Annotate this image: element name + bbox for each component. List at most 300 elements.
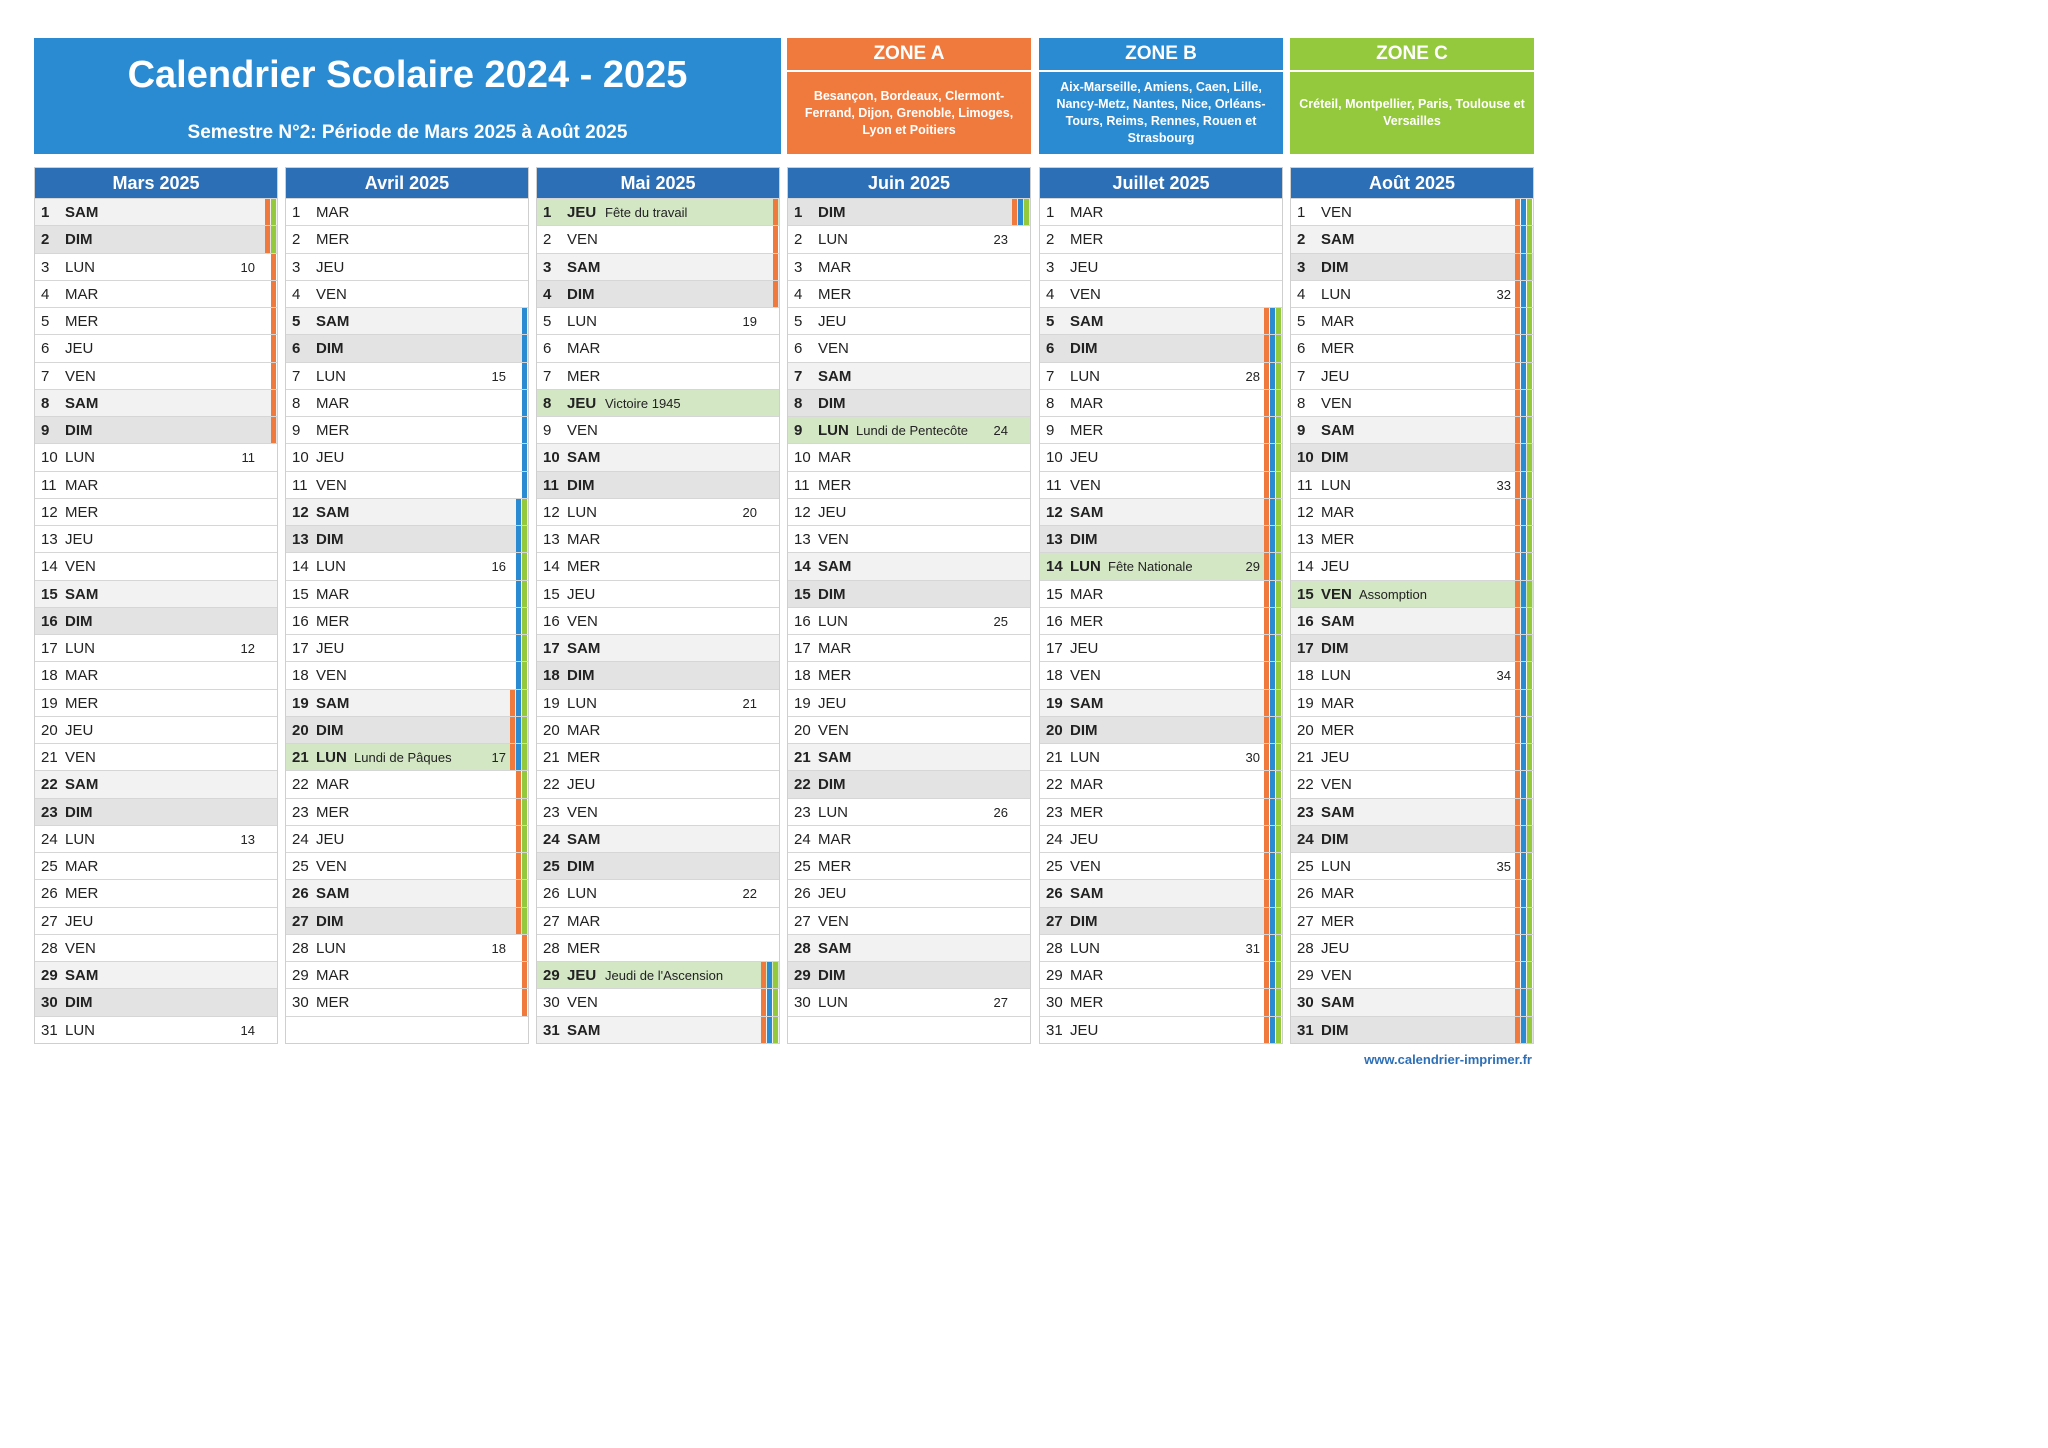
day-number: 26 [794, 885, 811, 903]
day-number: 5 [543, 313, 552, 330]
day-name: LUN [567, 885, 598, 903]
month-header: Août 2025 [1291, 168, 1533, 198]
day-number: 6 [1297, 340, 1306, 358]
zone-a-vacation-bar [1515, 581, 1520, 607]
day-name: LUN [567, 313, 598, 330]
day-number: 1 [41, 204, 50, 221]
day-row [35, 253, 277, 280]
day-name: VEN [65, 558, 96, 576]
day-row [537, 988, 779, 1015]
day-number: 15 [1297, 585, 1314, 603]
week-number: 11 [241, 450, 255, 466]
day-number: 27 [1046, 912, 1063, 930]
day-row [1291, 552, 1533, 579]
day-row [537, 1016, 779, 1043]
day-number: 11 [794, 476, 810, 494]
zone-a-vacation-bar [522, 935, 527, 961]
day-name: VEN [65, 749, 96, 766]
day-number: 5 [292, 313, 301, 330]
day-number: 17 [1046, 640, 1063, 657]
day-row [537, 498, 779, 525]
zone-c-vacation-bar [1276, 771, 1281, 797]
day-row [1291, 825, 1533, 852]
zone-b-vacation-bar [1521, 717, 1526, 743]
week-number: 21 [742, 695, 757, 711]
zone-c-vacation-bar [1527, 226, 1532, 252]
day-number: 9 [794, 422, 803, 439]
week-number: 23 [993, 232, 1008, 248]
day-number: 14 [1046, 558, 1063, 576]
vacation-bars [522, 472, 527, 498]
zone-a-vacation-bar [1515, 499, 1520, 525]
zone-c-vacation-bar [522, 608, 527, 634]
day-number: 30 [1297, 994, 1314, 1012]
zone-c-vacation-bar [1527, 744, 1532, 770]
day-row [788, 552, 1030, 579]
zone-c-vacation-bar [1527, 499, 1532, 525]
day-row [788, 334, 1030, 361]
zone-b-vacation-bar [1270, 581, 1275, 607]
day-number: 3 [1297, 258, 1306, 276]
holiday-label: Victoire 1945 [605, 395, 681, 411]
day-number: 30 [292, 994, 309, 1012]
day-number: 5 [794, 313, 803, 330]
zone-b-vacation-bar [1521, 635, 1526, 661]
day-name: SAM [316, 694, 350, 712]
day-row [286, 443, 528, 470]
day-number: 21 [41, 749, 58, 766]
day-number: 18 [41, 667, 58, 685]
day-row [1040, 1016, 1282, 1043]
day-name: JEU [316, 640, 345, 657]
zone-b-vacation-bar [1270, 771, 1275, 797]
day-name: VEN [1070, 667, 1101, 685]
day-name: MER [818, 476, 852, 494]
zone-b-vacation-bar [1521, 662, 1526, 688]
day-row [1291, 198, 1533, 225]
zone-a-vacation-bar [773, 281, 778, 307]
day-number: 21 [794, 749, 811, 766]
zone-b-vacation-bar [1521, 908, 1526, 934]
day-row [35, 689, 277, 716]
zone-b-vacation-bar [1270, 935, 1275, 961]
day-row [788, 634, 1030, 661]
day-row [1040, 225, 1282, 252]
day-number: 13 [543, 531, 560, 548]
day-number: 11 [1046, 476, 1062, 494]
vacation-bars [1515, 826, 1532, 852]
day-name: MAR [316, 204, 350, 221]
vacation-bars [1515, 390, 1532, 416]
zone-b-cities: Aix-Marseille, Amiens, Caen, Lille, Nancy-Metz, Nantes, Nice, Orléans-Tours, Reims, Rennes, Rouen et Strasbourg [1056, 80, 1266, 145]
day-name: LUN [1070, 367, 1101, 385]
zone-b-vacation-bar [1521, 444, 1526, 470]
month-column [34, 167, 278, 1044]
day-row [1040, 879, 1282, 906]
day-row [1040, 280, 1282, 307]
zone-b-vacation-bar [522, 363, 527, 389]
vacation-bars [265, 199, 276, 225]
day-row [286, 552, 528, 579]
day-name: JEU [567, 394, 597, 412]
vacation-bars [1264, 635, 1281, 661]
day-number: 30 [543, 994, 560, 1012]
day-row [1040, 552, 1282, 579]
day-name: JEU [567, 204, 597, 221]
day-row [537, 389, 779, 416]
vacation-bars [1264, 499, 1281, 525]
vacation-bars [516, 853, 527, 879]
day-name: MAR [65, 476, 99, 494]
day-number: 27 [41, 912, 58, 930]
zone-b-vacation-bar [1521, 962, 1526, 988]
day-row [1040, 389, 1282, 416]
zone-a-vacation-bar [516, 771, 521, 797]
zone-c-vacation-bar [1527, 826, 1532, 852]
day-name: MER [1070, 612, 1104, 630]
day-number: 4 [41, 285, 50, 303]
day-name: SAM [1070, 503, 1104, 521]
zone-a-vacation-bar [1264, 962, 1269, 988]
day-name: DIM [1070, 721, 1098, 739]
day-number: 17 [794, 640, 811, 657]
zone-b-vacation-bar [1270, 635, 1275, 661]
day-row [35, 907, 277, 934]
zone-c-name: ZONE C [1290, 38, 1534, 72]
week-number: 34 [1496, 668, 1511, 684]
day-number: 6 [794, 340, 803, 358]
day-row [35, 798, 277, 825]
zone-a-vacation-bar [1012, 199, 1017, 225]
zone-c-vacation-bar [1527, 989, 1532, 1015]
day-row [1291, 253, 1533, 280]
day-name: JEU [1070, 258, 1099, 276]
month-header: Mai 2025 [537, 168, 779, 198]
holiday-label: Fête du travail [605, 205, 688, 220]
day-number: 17 [543, 640, 560, 657]
vacation-bars [1515, 199, 1532, 225]
vacation-bars [1515, 226, 1532, 252]
zone-b-vacation-bar [516, 499, 521, 525]
day-row [286, 416, 528, 443]
zone-a-vacation-bar [1264, 880, 1269, 906]
day-number: 18 [1046, 667, 1063, 685]
day-name: SAM [567, 258, 601, 276]
day-row [537, 825, 779, 852]
day-name: DIM [818, 967, 846, 984]
day-number: 20 [292, 721, 309, 739]
zone-a-vacation-bar [761, 989, 766, 1015]
day-number: 9 [1297, 422, 1306, 439]
day-name: MAR [818, 640, 852, 657]
day-name: LUN [1321, 285, 1352, 303]
week-number: 35 [1496, 859, 1511, 874]
day-number: 4 [543, 285, 552, 303]
day-number: 28 [1046, 939, 1063, 957]
day-row [788, 225, 1030, 252]
day-name: DIM [1321, 830, 1349, 848]
day-row [1291, 525, 1533, 552]
day-name: MER [818, 285, 852, 303]
day-name: JEU [567, 776, 596, 794]
day-name: MAR [1070, 967, 1104, 984]
day-number: 1 [1297, 204, 1306, 221]
day-row [788, 934, 1030, 961]
vacation-bars [1264, 744, 1281, 770]
zone-a-vacation-bar [1264, 499, 1269, 525]
vacation-bars [1264, 935, 1281, 961]
day-row [1291, 661, 1533, 688]
zone-b-vacation-bar [1521, 1017, 1526, 1043]
vacation-bars [761, 962, 778, 988]
vacation-bars [271, 281, 276, 307]
day-number: 6 [1046, 340, 1055, 358]
zone-a-vacation-bar [1264, 662, 1269, 688]
month-column [787, 167, 1031, 1044]
day-name: MAR [567, 721, 601, 739]
day-row [286, 389, 528, 416]
day-name: VEN [1321, 967, 1352, 984]
zone-c-vacation-bar [1276, 608, 1281, 634]
day-name: DIM [1070, 912, 1098, 930]
vacation-bars [1515, 553, 1532, 579]
day-name: JEU [316, 449, 345, 467]
week-number: 29 [1245, 559, 1260, 575]
day-row [286, 334, 528, 361]
zone-c-vacation-bar [1276, 962, 1281, 988]
holiday-label: Lundi de Pâques [354, 750, 452, 765]
zone-a-vacation-bar [1515, 335, 1520, 361]
day-name: DIM [1070, 531, 1098, 548]
day-name: MER [1321, 531, 1355, 548]
day-number: 23 [1046, 803, 1063, 821]
zone-a-vacation-bar [1264, 826, 1269, 852]
day-number: 14 [41, 558, 58, 576]
week-number: 17 [491, 750, 506, 765]
zone-c-vacation-bar [522, 553, 527, 579]
day-name: SAM [818, 939, 852, 957]
day-row [286, 743, 528, 770]
day-name: SAM [316, 885, 350, 903]
vacation-bars [1515, 662, 1532, 688]
zone-a-vacation-bar [510, 690, 515, 716]
day-name: LUN [316, 558, 347, 576]
day-number: 10 [543, 449, 560, 467]
zone-a-vacation-bar [516, 908, 521, 934]
vacation-bars [1012, 199, 1029, 225]
vacation-bars [516, 553, 527, 579]
zone-a-vacation-bar [1515, 771, 1520, 797]
month-header: Juin 2025 [788, 168, 1030, 198]
zone-b-vacation-bar [516, 526, 521, 552]
day-row [537, 525, 779, 552]
zone-c-vacation-bar [1527, 799, 1532, 825]
day-name: MER [316, 612, 350, 630]
zone-a-vacation-bar [1264, 935, 1269, 961]
month-header: Juillet 2025 [1040, 168, 1282, 198]
zone-c-vacation-bar [1276, 880, 1281, 906]
vacation-bars [1515, 908, 1532, 934]
day-number: 21 [1297, 749, 1314, 766]
day-number: 31 [1046, 1021, 1063, 1039]
holiday-label: Assomption [1359, 586, 1427, 602]
day-row [286, 961, 528, 988]
vacation-bars [1264, 908, 1281, 934]
zone-c-vacation-bar [1527, 880, 1532, 906]
zone-a-vacation-bar [1515, 526, 1520, 552]
day-number: 29 [1046, 967, 1063, 984]
day-name: VEN [316, 476, 347, 494]
day-number: 28 [292, 939, 309, 957]
day-number: 6 [41, 340, 50, 358]
zone-a-box [787, 38, 1031, 154]
vacation-bars [516, 635, 527, 661]
day-name: LUN [316, 749, 347, 766]
day-number: 7 [794, 367, 803, 385]
zone-a-vacation-bar [522, 962, 527, 988]
day-row [1040, 443, 1282, 470]
day-name: VEN [567, 231, 598, 249]
day-row [537, 879, 779, 906]
day-number: 27 [543, 912, 560, 930]
day-row [1040, 471, 1282, 498]
zone-b-vacation-bar [1270, 526, 1275, 552]
zone-b-vacation-bar [1521, 390, 1526, 416]
day-number: 12 [292, 503, 309, 521]
vacation-bars [1515, 635, 1532, 661]
footer-link[interactable]: www.calendrier-imprimer.fr [1364, 1052, 1532, 1067]
day-row [788, 389, 1030, 416]
day-name: LUN [316, 939, 347, 957]
zone-c-vacation-bar [1276, 799, 1281, 825]
day-number: 1 [1046, 204, 1055, 221]
day-name: MAR [1321, 694, 1355, 712]
zone-c-vacation-bar [1527, 363, 1532, 389]
day-number: 12 [1297, 503, 1314, 521]
day-name: VEN [65, 367, 96, 385]
page-subtitle: Semestre N°2: Période de Mars 2025 à Août 2025 [187, 122, 628, 143]
zone-a-vacation-bar [1264, 553, 1269, 579]
day-name: MER [65, 885, 99, 903]
day-row [1291, 879, 1533, 906]
day-name: MAR [818, 830, 852, 848]
zone-c-vacation-bar [1276, 826, 1281, 852]
zone-b-vacation-bar [1270, 553, 1275, 579]
day-number: 15 [543, 585, 560, 603]
vacation-bars [1515, 444, 1532, 470]
day-number: 10 [1297, 449, 1314, 467]
zone-a-vacation-bar [510, 744, 515, 770]
day-number: 11 [41, 476, 57, 494]
day-row [35, 770, 277, 797]
day-name: SAM [65, 585, 99, 603]
week-number: 32 [1496, 286, 1511, 302]
day-row [537, 471, 779, 498]
vacation-bars [1264, 581, 1281, 607]
day-number: 21 [543, 749, 560, 766]
day-number: 4 [292, 285, 301, 303]
zone-c-vacation-bar [1276, 526, 1281, 552]
vacation-bars [1515, 281, 1532, 307]
zone-a-vacation-bar [271, 254, 276, 280]
vacation-bars [1264, 826, 1281, 852]
day-name: MER [1070, 231, 1104, 249]
day-name: JEU [65, 340, 94, 358]
day-number: 20 [543, 721, 560, 739]
day-row [537, 852, 779, 879]
day-name: VEN [567, 994, 598, 1012]
day-number: 13 [1297, 531, 1314, 548]
day-name: MER [1321, 340, 1355, 358]
zone-a-vacation-bar [773, 254, 778, 280]
day-number: 20 [1297, 721, 1314, 739]
zone-c-vacation-bar [1527, 962, 1532, 988]
zone-c-vacation-bar [522, 526, 527, 552]
day-number: 16 [1046, 612, 1063, 630]
day-name: JEU [65, 912, 94, 930]
zone-b-vacation-bar [1521, 254, 1526, 280]
day-number: 18 [292, 667, 309, 685]
day-name: LUN [1321, 858, 1352, 875]
day-number: 2 [1297, 231, 1306, 249]
day-name: LUN [1321, 667, 1352, 685]
zone-c-vacation-bar [1276, 472, 1281, 498]
day-number: 16 [292, 612, 309, 630]
vacation-bars [1264, 335, 1281, 361]
day-name: JEU [818, 313, 847, 330]
zone-b-vacation-bar [767, 989, 772, 1015]
day-row [1291, 225, 1533, 252]
day-number: 29 [1297, 967, 1314, 984]
zone-a-vacation-bar [510, 717, 515, 743]
day-row [788, 988, 1030, 1015]
day-row [788, 798, 1030, 825]
vacation-bars [522, 390, 527, 416]
day-number: 27 [794, 912, 811, 930]
day-row [788, 743, 1030, 770]
day-row [286, 934, 528, 961]
day-name: MER [1070, 803, 1104, 821]
zone-c-vacation-bar [1276, 717, 1281, 743]
day-row [537, 552, 779, 579]
week-number: 24 [993, 423, 1008, 438]
zone-c-vacation-bar [1276, 635, 1281, 661]
zone-a-vacation-bar [1515, 989, 1520, 1015]
day-row [788, 362, 1030, 389]
zone-b-name: ZONE B [1039, 38, 1283, 72]
zone-c-vacation-bar [1276, 690, 1281, 716]
zone-c-vacation-bar [522, 690, 527, 716]
day-row [286, 689, 528, 716]
day-row [1040, 198, 1282, 225]
day-row [1040, 307, 1282, 334]
day-number: 15 [292, 585, 309, 603]
day-row [1291, 498, 1533, 525]
vacation-bars [761, 1017, 778, 1043]
day-row [1040, 716, 1282, 743]
day-row [35, 525, 277, 552]
holiday-label: Lundi de Pentecôte [856, 423, 969, 438]
vacation-bars [1515, 1017, 1532, 1043]
day-name: VEN [65, 939, 96, 957]
zone-b-vacation-bar [1521, 417, 1526, 443]
day-number: 7 [1046, 367, 1055, 385]
vacation-bars [271, 363, 276, 389]
day-row [1291, 607, 1533, 634]
zone-c-vacation-bar [1527, 390, 1532, 416]
day-row [1291, 634, 1533, 661]
zone-a-vacation-bar [271, 390, 276, 416]
